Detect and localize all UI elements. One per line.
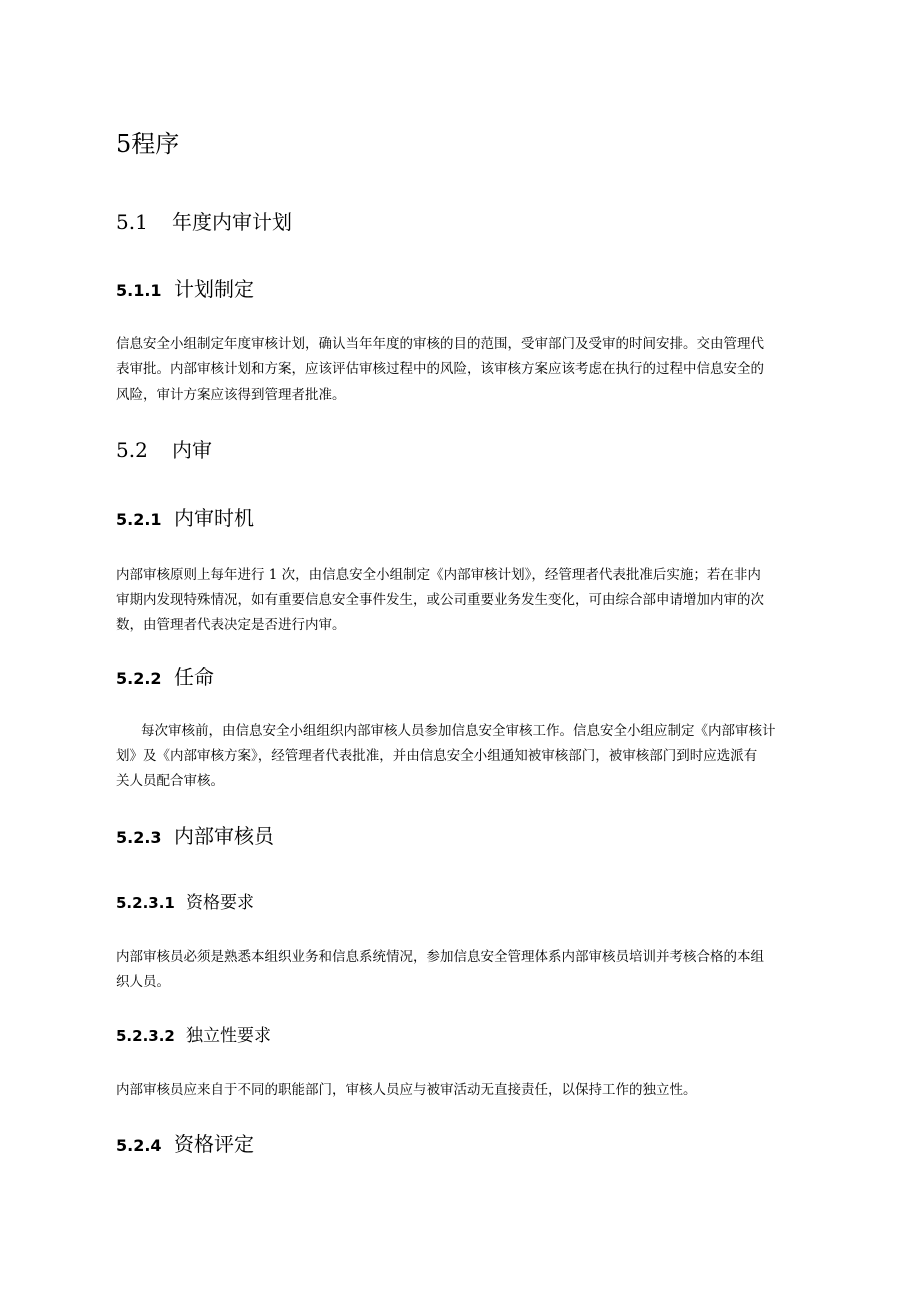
paragraph-line: 织人员。 [116, 974, 170, 990]
heading-5-2-title: 内审 [172, 438, 212, 462]
heading-5-2-3-2-number: 5.2.3.2 [116, 1027, 175, 1045]
heading-5-1 [116, 206, 292, 235]
heading-5-2-1-title: 内审时机 [174, 506, 254, 530]
heading-5-1-title: 年度内审计划 [172, 210, 292, 234]
paragraph-line: 信息安全小组制定年度审核计划，确认当年年度的审核的目的范围，受审部门及受审的时间安排。交由管理代 [116, 336, 764, 352]
heading-5-2-4 [116, 1128, 254, 1157]
heading-5-1-number: 5.1 [116, 210, 148, 234]
heading-5-2-4-title: 资格评定 [174, 1132, 254, 1156]
paragraph-line: 内部审核员必须是熟悉本组织业务和信息系统情况，参加信息安全管理体系内部审核员培训并考核合格的本组 [116, 949, 764, 965]
heading-5-2 [116, 434, 212, 463]
heading-5-2-2 [116, 661, 214, 690]
heading-5-2-3-1-title: 资格要求 [186, 893, 254, 913]
heading-5-1-1 [116, 273, 254, 302]
heading-5-2-3-number: 5.2.3 [116, 828, 162, 847]
heading-5 [116, 124, 179, 159]
heading-5-2-number: 5.2 [116, 438, 148, 462]
heading-5-2-3 [116, 820, 274, 849]
heading-5-1-1-title: 计划制定 [174, 277, 254, 301]
heading-5-2-3-2-title: 独立性要求 [186, 1026, 271, 1046]
heading-5-2-3-1 [116, 888, 254, 913]
paragraph-line: 每次审核前，由信息安全小组组织内部审核人员参加信息安全审核工作。信息安全小组应制定《内部审核计 [141, 723, 776, 739]
heading-5-2-2-number: 5.2.2 [116, 669, 162, 688]
paragraph-line: 表审批。内部审核计划和方案，应该评估审核过程中的风险，该审核方案应该考虑在执行的过程中信息安全的 [116, 361, 764, 377]
heading-5-2-3-1-number: 5.2.3.1 [116, 894, 175, 912]
paragraph-line: 关人员配合审核。 [116, 773, 224, 789]
heading-5-2-3-title: 内部审核员 [174, 824, 274, 848]
heading-5-2-1-number: 5.2.1 [116, 510, 162, 529]
paragraph-line: 数，由管理者代表决定是否进行内审。 [116, 617, 346, 633]
paragraph-line: 审期内发现特殊情况，如有重要信息安全事件发生，或公司重要业务发生变化，可由综合部申请增加内审的次 [116, 592, 764, 608]
heading-5-2-2-title: 任命 [174, 665, 214, 689]
heading-5-1-1-number: 5.1.1 [116, 281, 162, 300]
heading-5-2-1 [116, 502, 254, 531]
heading-5-2-3-2 [116, 1021, 271, 1046]
paragraph-line: 风险，审计方案应该得到管理者批准。 [116, 387, 346, 403]
paragraph-line: 划》及《内部审核方案》，经管理者代表批准，并由信息安全小组通知被审核部门，被审核部门到时应选派有 [116, 748, 758, 764]
heading-5-2-4-number: 5.2.4 [116, 1136, 162, 1155]
heading-5-title: 5程序 [116, 130, 180, 158]
paragraph-line: 内部审核员应来自于不同的职能部门，审核人员应与被审活动无直接责任，以保持工作的独立性。 [116, 1082, 697, 1098]
paragraph-line: 内部审核原则上每年进行 1 次，由信息安全小组制定《内部审核计划》，经管理者代表批准后实施；若在非内 [116, 567, 761, 583]
